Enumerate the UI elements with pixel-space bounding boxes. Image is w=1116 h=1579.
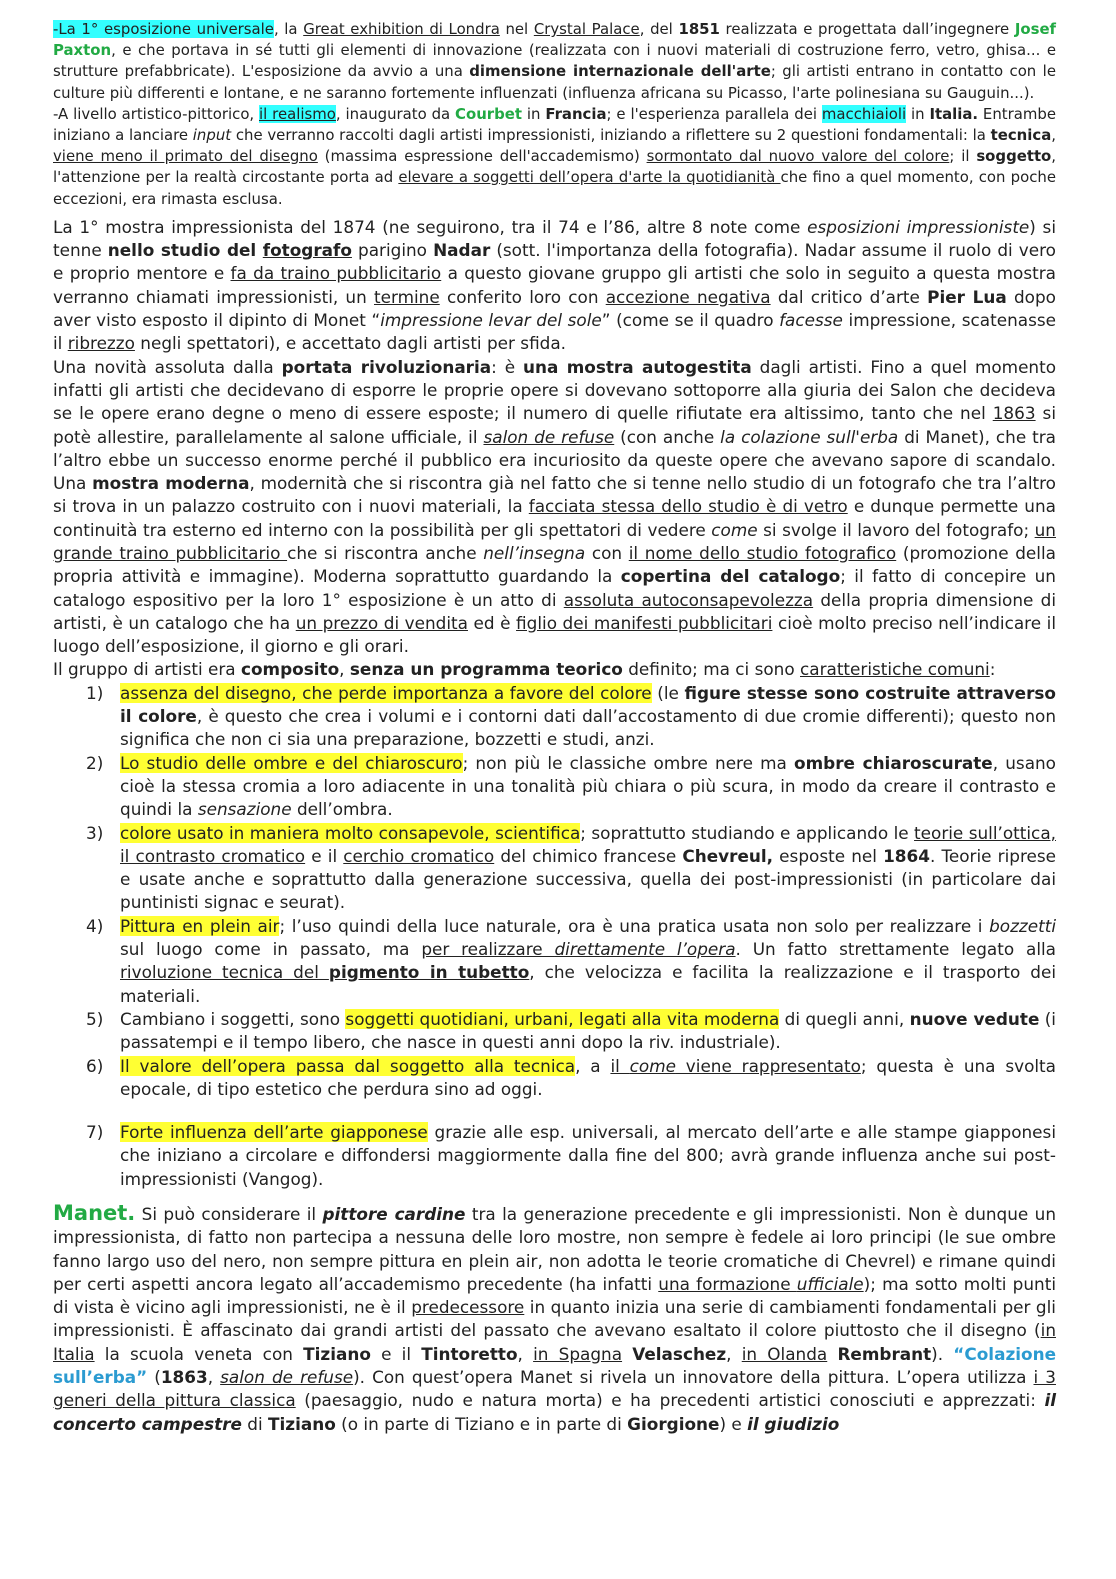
text: dell’ombra.	[291, 799, 393, 820]
text: Il gruppo di artisti era	[53, 659, 241, 680]
text-bold: nuove vedute	[909, 1008, 1040, 1029]
text: si potè allestire, parallelamente al salone ufficiale, il	[53, 403, 1057, 447]
text-bold: Italia.	[929, 104, 979, 123]
text-underlined: viene rappresentato	[675, 1055, 861, 1076]
text-green: Courbet	[455, 104, 523, 123]
text: Si può considerare il	[135, 1204, 323, 1224]
text-underlined: un grande traino pubblicitario	[53, 519, 1056, 563]
text: . Un fatto strettamente legato alla	[735, 939, 1056, 960]
text-bold: Tiziano	[303, 1343, 371, 1364]
text: ; il	[949, 147, 977, 166]
highlight-yellow: Il valore dell’opera passa dal soggetto alla tecnica	[120, 1055, 576, 1076]
text: ; il fatto di concepire un catalogo espositivo per la loro 1° esposizione è un atto di	[53, 566, 1056, 610]
text-underlined: 1863	[992, 403, 1036, 424]
text-bold: senza un programma teorico	[349, 659, 623, 680]
text-underlined: fa da traino pubblicitario	[230, 263, 442, 284]
text-italic: esposizioni impressioniste	[807, 216, 1030, 237]
text: Una novità assoluta dalla	[53, 356, 282, 377]
text-underlined: ribrezzo	[67, 333, 135, 354]
list-number: 2)	[86, 752, 104, 773]
text: in	[906, 104, 930, 123]
list-number: 7)	[86, 1122, 104, 1143]
text: (le	[651, 682, 685, 703]
text: Cambiano i soggetti, sono	[120, 1008, 346, 1029]
highlight-macchiaioli: macchiaioli	[821, 104, 907, 123]
text-italic: impressione levar del sole	[380, 310, 602, 331]
text-bold: una mostra autogestita	[522, 356, 752, 377]
text-bold: Chevreul,	[682, 845, 774, 866]
text: parigino	[351, 240, 434, 261]
text: ); ma sotto molti punti di vista è vicino agli impressionisti, ne è il	[53, 1273, 1056, 1318]
text: dal critico d’arte	[770, 286, 928, 307]
text: grazie alle esp. universali, al mercato dell’arte e alle stampe giapponesi che iniziano a circolare e diffondersi maggiormente dalla fine del 800; avrà grande influenza anche sui post-impressionisti (Vangog).	[120, 1122, 1056, 1189]
highlight-yellow: Pittura en plein air	[120, 915, 280, 936]
text: , la	[273, 20, 304, 38]
text-bold-italic: pittore cardine	[322, 1204, 466, 1224]
text-underlined: Crystal Palace	[533, 20, 640, 38]
text-underlined: una formazione	[658, 1273, 797, 1294]
text: di quegli anni,	[779, 1008, 910, 1029]
highlight-yellow: assenza del disegno, che perde importanza a favore del colore	[120, 682, 652, 703]
text: ). Con quest’opera Manet si rivela un innovatore della pittura. L’opera utilizza	[353, 1367, 1034, 1388]
list-number: 4)	[86, 915, 104, 936]
highlight-yellow: Forte influenza dell’arte giapponese	[120, 1122, 428, 1143]
text: ; non più le classiche ombre nere ma	[462, 752, 795, 773]
text: di Manet), che tra l’altro ebbe un successo enorme perché il pubblico era incuriosito da queste opere che avevano sapore di scandalo. Una	[53, 426, 1056, 494]
text-bold: Tiziano	[268, 1413, 336, 1434]
list-number: 5)	[86, 1008, 104, 1029]
text-underlined: rivoluzione tecnica del	[120, 962, 329, 983]
paragraph-prima-mostra	[53, 216, 1056, 356]
list-item	[86, 752, 1056, 822]
paragraph-manet	[53, 1202, 1056, 1436]
text-underlined: predecessore	[411, 1297, 525, 1318]
text-italic: input	[192, 126, 232, 145]
text-underlined: viene meno il primato del disegno	[53, 147, 318, 166]
text-underlined: i 3 generi della pittura classica	[53, 1367, 1056, 1411]
highlight-esposizione: -La 1° esposizione universale	[53, 20, 274, 38]
text-underlined: Great exhibition di Londra	[303, 20, 500, 38]
paragraph-gruppo-artisti	[53, 658, 1056, 681]
text-bold: Tintoretto	[421, 1343, 518, 1364]
text: negli spettatori), e accettato dagli artisti per sfida.	[134, 333, 567, 354]
text-bold-italic: il concerto campestre	[53, 1390, 1056, 1434]
text-bold: copertina del catalogo	[620, 566, 841, 587]
section-title: Manet.	[53, 1201, 136, 1225]
text-bold: dimensione internazionale dell'arte	[469, 62, 771, 81]
text-underlined: in Spagna	[533, 1343, 623, 1364]
text: (paesaggio, nudo e natura morta) e ha precedenti artistici conosciuti e apprezzati:	[295, 1390, 1045, 1411]
text-bold: 1863	[160, 1367, 208, 1388]
document-page	[53, 19, 1056, 1436]
text-bold: mostra moderna	[92, 473, 250, 494]
text-underlined: il	[610, 1055, 630, 1076]
text-bold: Francia	[545, 104, 607, 123]
text-underlined: assoluta autoconsapevolezza	[563, 589, 814, 610]
text-bold: 1864	[883, 845, 930, 866]
text-italic-underlined: salon de refuse	[220, 1367, 354, 1388]
text-bold: Nadar	[433, 240, 491, 261]
text-underlined: termine	[374, 286, 440, 307]
text: dopo aver visto esposto il dipinto di Monet “	[53, 286, 1056, 331]
text: ,	[726, 1343, 742, 1364]
text-bold-italic: il giudizio	[747, 1413, 840, 1434]
text-underlined: cerchio cromatico	[343, 845, 495, 866]
text: a questo giovane gruppo gli artisti che solo in seguito a questa mostra verranno chiamati impressionisti, un	[53, 263, 1056, 307]
text-underlined: sormontato dal nuovo valore del colore	[646, 147, 950, 166]
text: del chimico francese	[494, 845, 683, 866]
text: e dunque permette una continuità tra esterno ed interno con la possibilità per gli spettatori di vedere	[53, 496, 1056, 540]
text-bold: Giorgione	[627, 1413, 720, 1434]
text-underlined: figlio dei manifesti pubblicitari	[516, 612, 773, 633]
text: ,	[1051, 126, 1056, 145]
list-number: 3)	[86, 822, 104, 843]
text: tra la generazione precedente e gli impressionisti. Non è dunque un impressionista, di fatto non partecipa a nessuna delle loro mostre, non sempre è fedele ai loro principi (le sue ombre fanno largo uso del nero, non sempre pittura en plein air, non adotta le teorie cromatiche di Chevrel) e rimane quindi per certi aspetti ancora legato all’accademismo precedente (ha infatti	[53, 1204, 1057, 1294]
text: , del	[639, 20, 679, 38]
text: ) si tenne	[53, 216, 1057, 261]
text-bold-underlined: fotografo	[262, 240, 352, 261]
text: definito; ma ci sono	[622, 659, 800, 680]
text: Entrambe iniziano a lanciare	[53, 104, 1056, 145]
text-italic: facesse	[779, 310, 843, 331]
text: della propria dimensione di artisti, è un catalogo che ha	[53, 589, 1057, 633]
text-italic: sensazione	[197, 799, 292, 820]
text: che verranno raccolti dagli artisti impressionisti, iniziando a riflettere su 2 questioni fondamentali: la	[231, 126, 991, 145]
text-green: Josef Paxton	[53, 20, 1057, 60]
text: -A livello artistico-pittorico,	[53, 104, 260, 123]
text: ) e	[719, 1413, 748, 1434]
text-underlined: facciata stessa dello studio è di vetro	[528, 496, 848, 517]
text: , è questo che crea i volumi e i contorni dati dall’accostamento di due cromie differenti); questo non significa che non ci sia una preparazione, bozzetti e studi, anzi.	[120, 706, 1056, 750]
text-italic: bozzetti	[989, 915, 1057, 936]
text-italic-underlined: direttamente l’opera	[554, 939, 736, 960]
text: sul luogo come in passato, ma	[120, 939, 422, 960]
text: ; l’uso quindi della luce naturale, ora è una pratica usata non solo per realizzare i	[279, 915, 990, 936]
list-item	[86, 682, 1057, 752]
text: nel	[499, 20, 534, 38]
caratteristiche-list	[53, 682, 1056, 1191]
highlight-yellow: Lo studio delle ombre e del chiaroscuro	[120, 752, 463, 773]
text: (o in parte di Tiziano e in parte di	[335, 1413, 628, 1434]
text: ; e l'esperienza parallela dei	[606, 104, 822, 123]
text-bold: soggetto	[976, 147, 1052, 166]
text: ” (come se il quadro	[601, 310, 780, 331]
text-italic: la colazione sull'erba	[720, 426, 899, 447]
text: la scuola veneta con	[94, 1343, 304, 1364]
text: (i passatempi e il tempo libero, che nasce in questi anni dopo la riv. industriale).	[120, 1008, 1056, 1053]
text-italic-underlined: salon de refuse	[483, 426, 615, 447]
text: (massima espressione dell'accademismo)	[317, 147, 647, 166]
text: esposte nel	[773, 845, 884, 866]
text: realizzata e progettata dall’ingegnere	[719, 20, 1015, 38]
text-bold: Velaschez	[632, 1343, 727, 1364]
paragraph-esposizione-universale	[53, 19, 1056, 104]
text: , inaugurato da	[335, 104, 456, 123]
text: ).	[931, 1343, 954, 1364]
paragraph-novita-assoluta	[53, 356, 1056, 659]
text-italic-underlined: ufficiale	[796, 1273, 864, 1294]
text: , e che portava in sé tutti gli elementi di innovazione (realizzata con i nuovi materiali di costruzione ferro, vetro, ghisa... e strutture prefabbricate). L'esposizione da avvio a una	[53, 41, 1056, 81]
text-teal-title: “Colazione sull’erba”	[53, 1343, 1057, 1388]
text: , l'attenzione per la realtà circostante porta ad	[53, 147, 1057, 187]
text: ; questa è una svolta epocale, di tipo estetico che perdura sino ad oggi.	[120, 1055, 1056, 1099]
paragraph-realismo	[53, 104, 1056, 210]
text-underlined: per realizzare	[421, 939, 555, 960]
text-bold: nello studio del	[107, 240, 263, 261]
text-underlined: un prezzo di vendita	[295, 612, 468, 633]
list-item	[86, 1055, 1056, 1102]
text: ed è	[467, 612, 517, 633]
text	[622, 1344, 632, 1364]
text: (con anche	[614, 426, 721, 447]
list-number: 1)	[86, 682, 104, 703]
text: (promozione della propria attività e immagine). Moderna soprattutto guardando la	[53, 542, 1056, 587]
text-underlined: caratteristiche comuni	[800, 659, 990, 680]
text: , che velocizza e facilita la realizzazione e il trasporto dei materiali.	[120, 962, 1057, 1006]
text-bold: ombre chiaroscurate	[794, 752, 993, 773]
text: che fino a quel momento, con poche eccezioni, era rimasta esclusa.	[53, 168, 1056, 208]
text-underlined: elevare a soggetti dell’opera d'arte la quotidianità	[398, 168, 781, 187]
text-bold: tecnica	[990, 126, 1052, 145]
list-item	[86, 1008, 1056, 1055]
list-item	[86, 822, 1056, 915]
text: cioè molto preciso nell’indicare il luogo dell’esposizione, il giorno e gli orari.	[53, 612, 1057, 657]
text-bold: composito	[240, 659, 340, 680]
highlight-yellow: colore usato in maniera molto consapevole, scientifica	[120, 822, 581, 843]
text: e il	[370, 1343, 422, 1364]
highlight-realismo: il realismo	[259, 104, 336, 123]
text-underlined: in Olanda	[741, 1343, 828, 1364]
text: di	[241, 1413, 269, 1434]
text: in quanto inizia una serie di cambiamenti fondamentali per gli impressionisti. È affascinato dai grandi artisti del passato che avevano esaltato il colore piuttosto che il disegno (	[53, 1297, 1056, 1341]
text-underlined: in Italia	[53, 1320, 1056, 1364]
text: ,	[517, 1343, 534, 1364]
text: ,	[339, 659, 350, 680]
text-bold: Rembrant	[837, 1343, 932, 1364]
text: La 1° mostra impressionista del 1874 (ne seguirono, tra il 74 e l’86, altre 8 note come	[53, 216, 808, 237]
text: impressione, scatenasse il	[53, 310, 1056, 354]
text-bold: portata rivoluzionaria	[281, 356, 492, 377]
text-bold: 1851	[678, 20, 720, 38]
text: . Teorie riprese e usate anche e soprattutto dalla generazione successiva, quella dei post-impressionisti (in particolare dai puntinisti signac e seurat).	[120, 845, 1056, 913]
text: , a	[575, 1055, 611, 1076]
text: con	[585, 542, 629, 563]
text-underlined: il nome dello studio fotografico	[628, 542, 897, 563]
list-item	[86, 1121, 1056, 1191]
text: , usano cioè la stessa cromia a loro adiacente in una tonalità più chiara o più scura, in modo da creare il contrasto e quindi la	[120, 752, 1056, 820]
text	[827, 1344, 837, 1364]
text: in	[522, 104, 546, 123]
text: conferito loro con	[439, 286, 606, 307]
text: ; gli artisti entrano in contatto con le culture più differenti e lontane, e ne saranno fortemente influenzati (influenza africana su Picasso, l'arte polinesiana su Gauguin...).	[53, 62, 1056, 102]
text: ,	[207, 1367, 221, 1388]
text: che si riscontra anche	[287, 542, 484, 563]
text: e il	[305, 845, 344, 866]
text: (sott. l'importanza della fotografia). Nadar assume il ruolo di vero e proprio mentore e	[53, 240, 1056, 284]
text-underlined: accezione negativa	[605, 286, 771, 307]
text: :	[989, 659, 996, 680]
highlight-yellow: soggetti quotidiani, urbani, legati alla vita moderna	[345, 1008, 780, 1029]
list-number: 6)	[86, 1055, 104, 1076]
text-italic: nell’insegna	[483, 542, 586, 563]
text: ; soprattutto studiando e applicando le	[580, 822, 915, 843]
text: (	[147, 1367, 161, 1388]
text-italic: come	[711, 519, 758, 540]
text-italic-underlined: come	[629, 1055, 676, 1076]
text-underlined: teorie sull’ottica, il contrasto cromatico	[120, 822, 1056, 866]
text-bold: figure stesse sono costruite attraverso il colore	[120, 682, 1057, 727]
text-bold-underlined: pigmento in tubetto	[328, 962, 530, 983]
text: dagli artisti. Fino a quel momento infatti gli artisti che decidevano di esporre le proprie opere si dovevano sottoporre alla giuria dei Salon che decideva se le opere erano degne o meno di essere esposte; il numero di quelle rifiutate era altissimo, tanto che nel	[53, 356, 1057, 424]
text: : è	[491, 356, 523, 377]
text: si svolge il lavoro del fotografo;	[757, 519, 1035, 540]
list-item	[86, 915, 1057, 1008]
text: , modernità che si riscontra già nel fatto che si tenne nello studio di un fotografo che tra l’altro si trova in un palazzo costruito con i nuovi materiali, la	[53, 473, 1056, 517]
text-bold: Pier Lua	[927, 286, 1007, 307]
